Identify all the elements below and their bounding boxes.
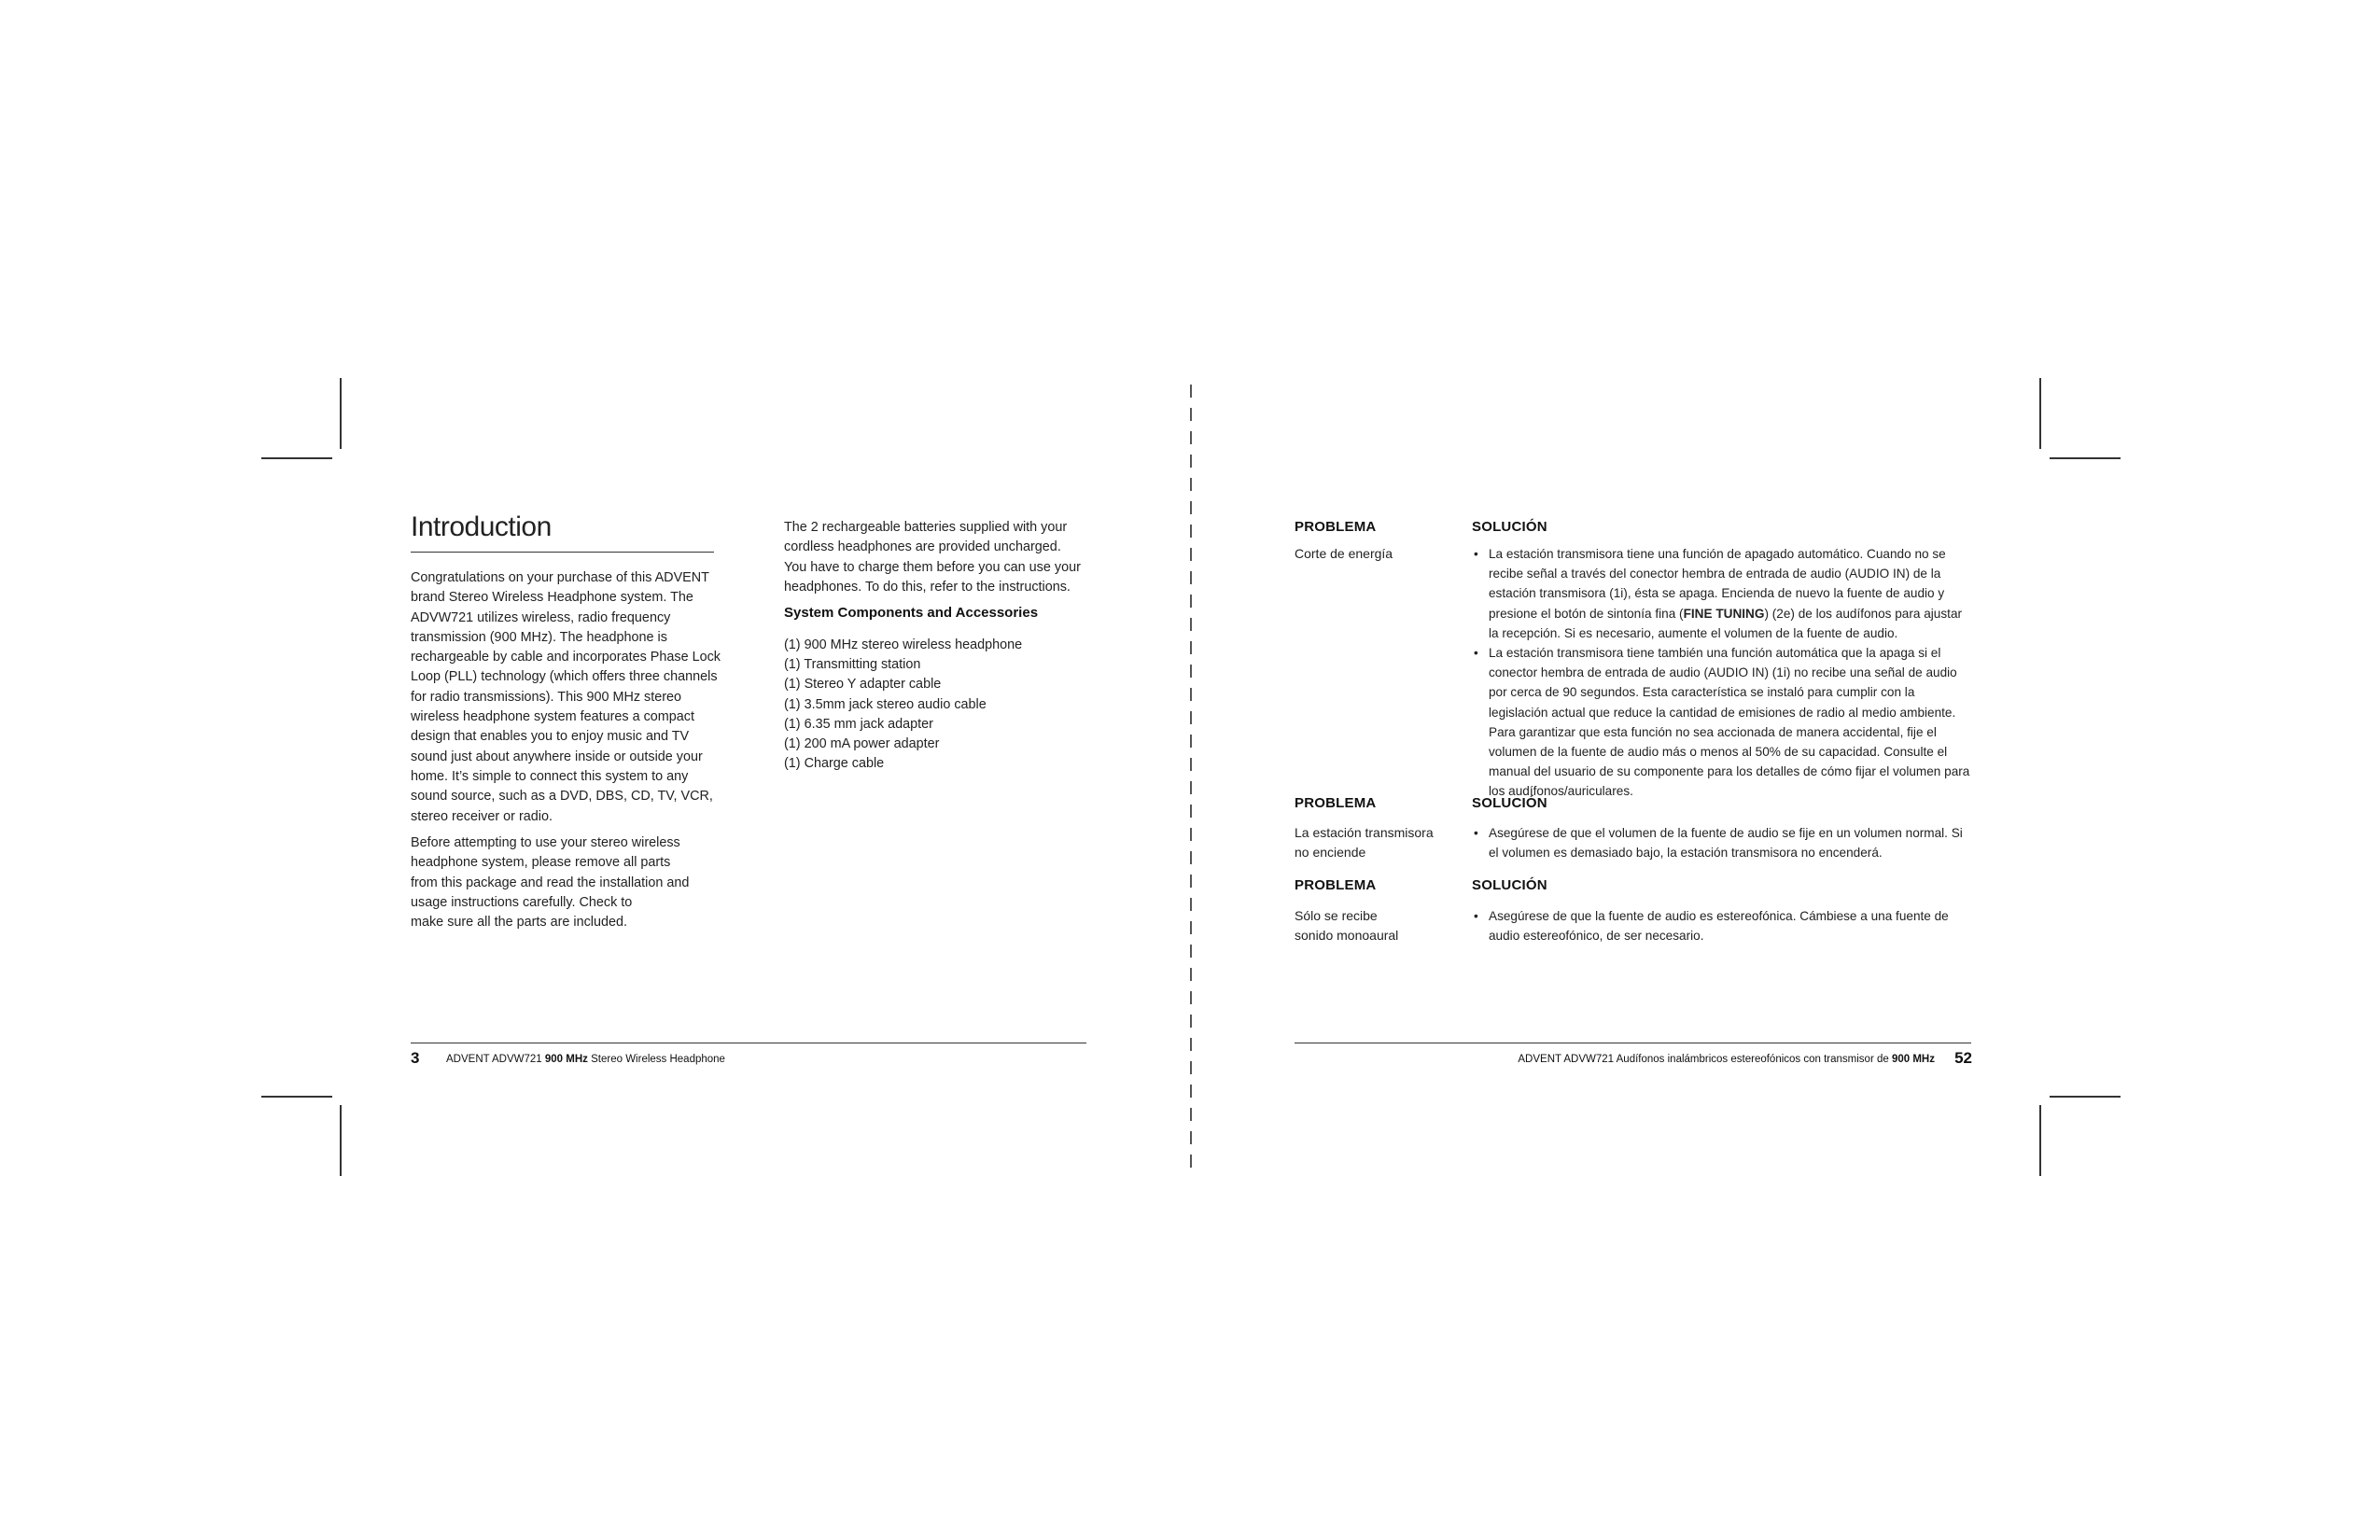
footer-product: Stereo Wireless Headphone [591, 1054, 725, 1065]
solution-list [1474, 906, 1974, 945]
fold-line-segment [1190, 921, 1192, 934]
solution-list [1474, 544, 1974, 802]
fold-line-segment [1190, 1061, 1192, 1074]
solution-item: • La estación transmisora tiene también una función automática que la apaga si el conector hembra de entrada de audio (AUDIO IN) (1i) no recibe una señal de audio por cerca de 90 segundos. Esta característica se instaló para cumplir con la legislación actual que reduce la cantidad de emisiones de radio al medio ambiente. Para garantizar que esta función no sea accionada de manera accidental, fije el volumen de la fuente de audio más o menos al 50% de su capacidad. Consulte el manual del usuario de su componente para los detalles de cómo fijar el volumen para los audífonos/auriculares. [1474, 643, 1974, 802]
fold-line-segment [1190, 758, 1192, 771]
footer-brand: ADVENT ADVW721 [446, 1054, 542, 1065]
solution-heading: SOLUCIÓN [1472, 519, 1547, 535]
problem-heading: PROBLEMA [1295, 877, 1377, 893]
intro-paragraph: Congratulations on your purchase of this ADVENT brand Stereo Wireless Headphone system. The ADVW721 utilizes wireless, radio frequency transmission (900 MHz). The headphone is rechargeable by cable and incorporates Phase Lock Loop (PLL) technology (which offers three channels for radio transmissions). This 900 MHz stereo wireless headphone system features a compact design that enables you to enjoy music and TV sound just about anywhere inside or outside your home. It’s simple to connect this system to any sound source, such as a DVD, DBS, CD, TV, VCR, stereo receiver or radio. [411, 570, 721, 824]
fold-line-segment [1190, 571, 1192, 584]
fold-line-segment [1190, 945, 1192, 958]
crop-mark-top-left-vertical [340, 378, 342, 449]
components-list [784, 636, 1101, 774]
fold-line-segment [1190, 968, 1192, 981]
fold-line-segment [1190, 385, 1192, 398]
fold-line-segment [1190, 1015, 1192, 1028]
problem-heading: PROBLEMA [1295, 795, 1377, 811]
problem-heading: PROBLEMA [1295, 519, 1377, 535]
fine-tuning-label: FINE TUNING [1683, 606, 1765, 621]
title-underline [411, 552, 714, 553]
crop-mark-top-right-horizontal [2050, 457, 2121, 459]
fold-line-segment [1190, 665, 1192, 678]
crop-mark-bottom-right-vertical [2039, 1105, 2041, 1176]
fold-line-segment [1190, 1155, 1192, 1168]
solution-item: • La estación transmisora tiene una función de apagado automático. Cuando no se recibe señal a través del conector hembra de entrada de audio (AUDIO IN) de la estación transmisora (1i), ésta se apaga. Encienda de nuevo la fuente de audio y presione el botón de sintonía fina (FINE TUNING) (2e) de los audífonos para ajustar la recepción. Si es necesario, aumente el volumen de la fuente de audio. [1474, 544, 1974, 643]
crop-mark-top-left-horizontal [261, 457, 332, 459]
list-item: (1) Transmitting station [784, 657, 921, 673]
fold-line-segment [1190, 408, 1192, 421]
fold-line-segment [1190, 828, 1192, 841]
fold-line-segment [1190, 735, 1192, 748]
fold-line-segment [1190, 851, 1192, 864]
fold-line-segment [1190, 595, 1192, 608]
fold-line-segment [1190, 455, 1192, 468]
fold-line-segment [1190, 805, 1192, 818]
fold-line-segment [1190, 781, 1192, 794]
batteries-paragraph: The 2 rechargeable batteries supplied with your cordless headphones are provided uncharged. You have to charge them before you can use your headphones. To do this, refer to the instructions. [784, 520, 1081, 595]
fold-line-segment [1190, 548, 1192, 561]
footer-description: Audífonos inalámbricos estereofónicos con transmisor de [1616, 1054, 1889, 1065]
page-number: 52 [1954, 1049, 1972, 1067]
fold-line-segment [1190, 525, 1192, 538]
fold-line-segment [1190, 618, 1192, 631]
list-item: (1) 3.5mm jack stereo audio cable [784, 696, 987, 712]
footer-frequency: 900 MHz [1891, 1054, 1935, 1065]
list-item: (1) Stereo Y adapter cable [784, 677, 942, 693]
problem-text: La estación transmisora no enciende [1295, 825, 1434, 860]
fold-line-segment [1190, 875, 1192, 888]
fold-line-segment [1190, 1038, 1192, 1051]
fold-line-segment [1190, 501, 1192, 514]
page-title: Introduction [411, 511, 552, 542]
solution-item: • Asegúrese de que la fuente de audio es estereofónica. Cámbiese a una fuente de audio estereofónico, de ser necesario. [1474, 906, 1974, 945]
fold-line-segment [1190, 1108, 1192, 1121]
fold-line-segment [1190, 478, 1192, 491]
fold-line-segment [1190, 641, 1192, 654]
solution-heading: SOLUCIÓN [1472, 877, 1547, 893]
list-item: (1) Charge cable [784, 756, 885, 772]
problem-text: Sólo se recibe sonido monoaural [1295, 908, 1399, 943]
crop-mark-bottom-right-horizontal [2050, 1096, 2121, 1098]
solution-heading: SOLUCIÓN [1472, 795, 1547, 811]
fold-line-segment [1190, 898, 1192, 911]
footer-frequency: 900 MHz [544, 1054, 588, 1065]
instructions-paragraph: Before attempting to use your stereo wireless headphone system, please remove all parts from this package and read the installation and usage instructions carefully. Check to make sure all the parts are included. [411, 835, 690, 931]
fold-line-segment [1190, 688, 1192, 701]
fold-line-segment [1190, 431, 1192, 444]
footer-title [446, 1054, 725, 1065]
page-number: 3 [411, 1049, 420, 1067]
fold-line-segment [1190, 1131, 1192, 1144]
footer-title [1518, 1054, 1935, 1065]
list-item: (1) 6.35 mm jack adapter [784, 716, 933, 732]
crop-mark-bottom-left-horizontal [261, 1096, 332, 1098]
fold-line-segment [1190, 991, 1192, 1004]
footer-brand: ADVENT ADVW721 [1518, 1054, 1615, 1065]
components-heading: System Components and Accessories [784, 605, 1039, 621]
fold-line-segment [1190, 1085, 1192, 1098]
problem-text: Corte de energía [1295, 546, 1393, 561]
fold-line-segment [1190, 711, 1192, 724]
crop-mark-bottom-left-vertical [340, 1105, 342, 1176]
crop-mark-top-right-vertical [2039, 378, 2041, 449]
list-item: (1) 200 mA power adapter [784, 736, 940, 752]
solution-list [1474, 823, 1974, 862]
list-item: (1) 900 MHz stereo wireless headphone [784, 637, 1023, 652]
solution-item: • Asegúrese de que el volumen de la fuente de audio se fije en un volumen normal. Si el volumen es demasiado bajo, la estación transmisora no encenderá. [1474, 823, 1974, 862]
